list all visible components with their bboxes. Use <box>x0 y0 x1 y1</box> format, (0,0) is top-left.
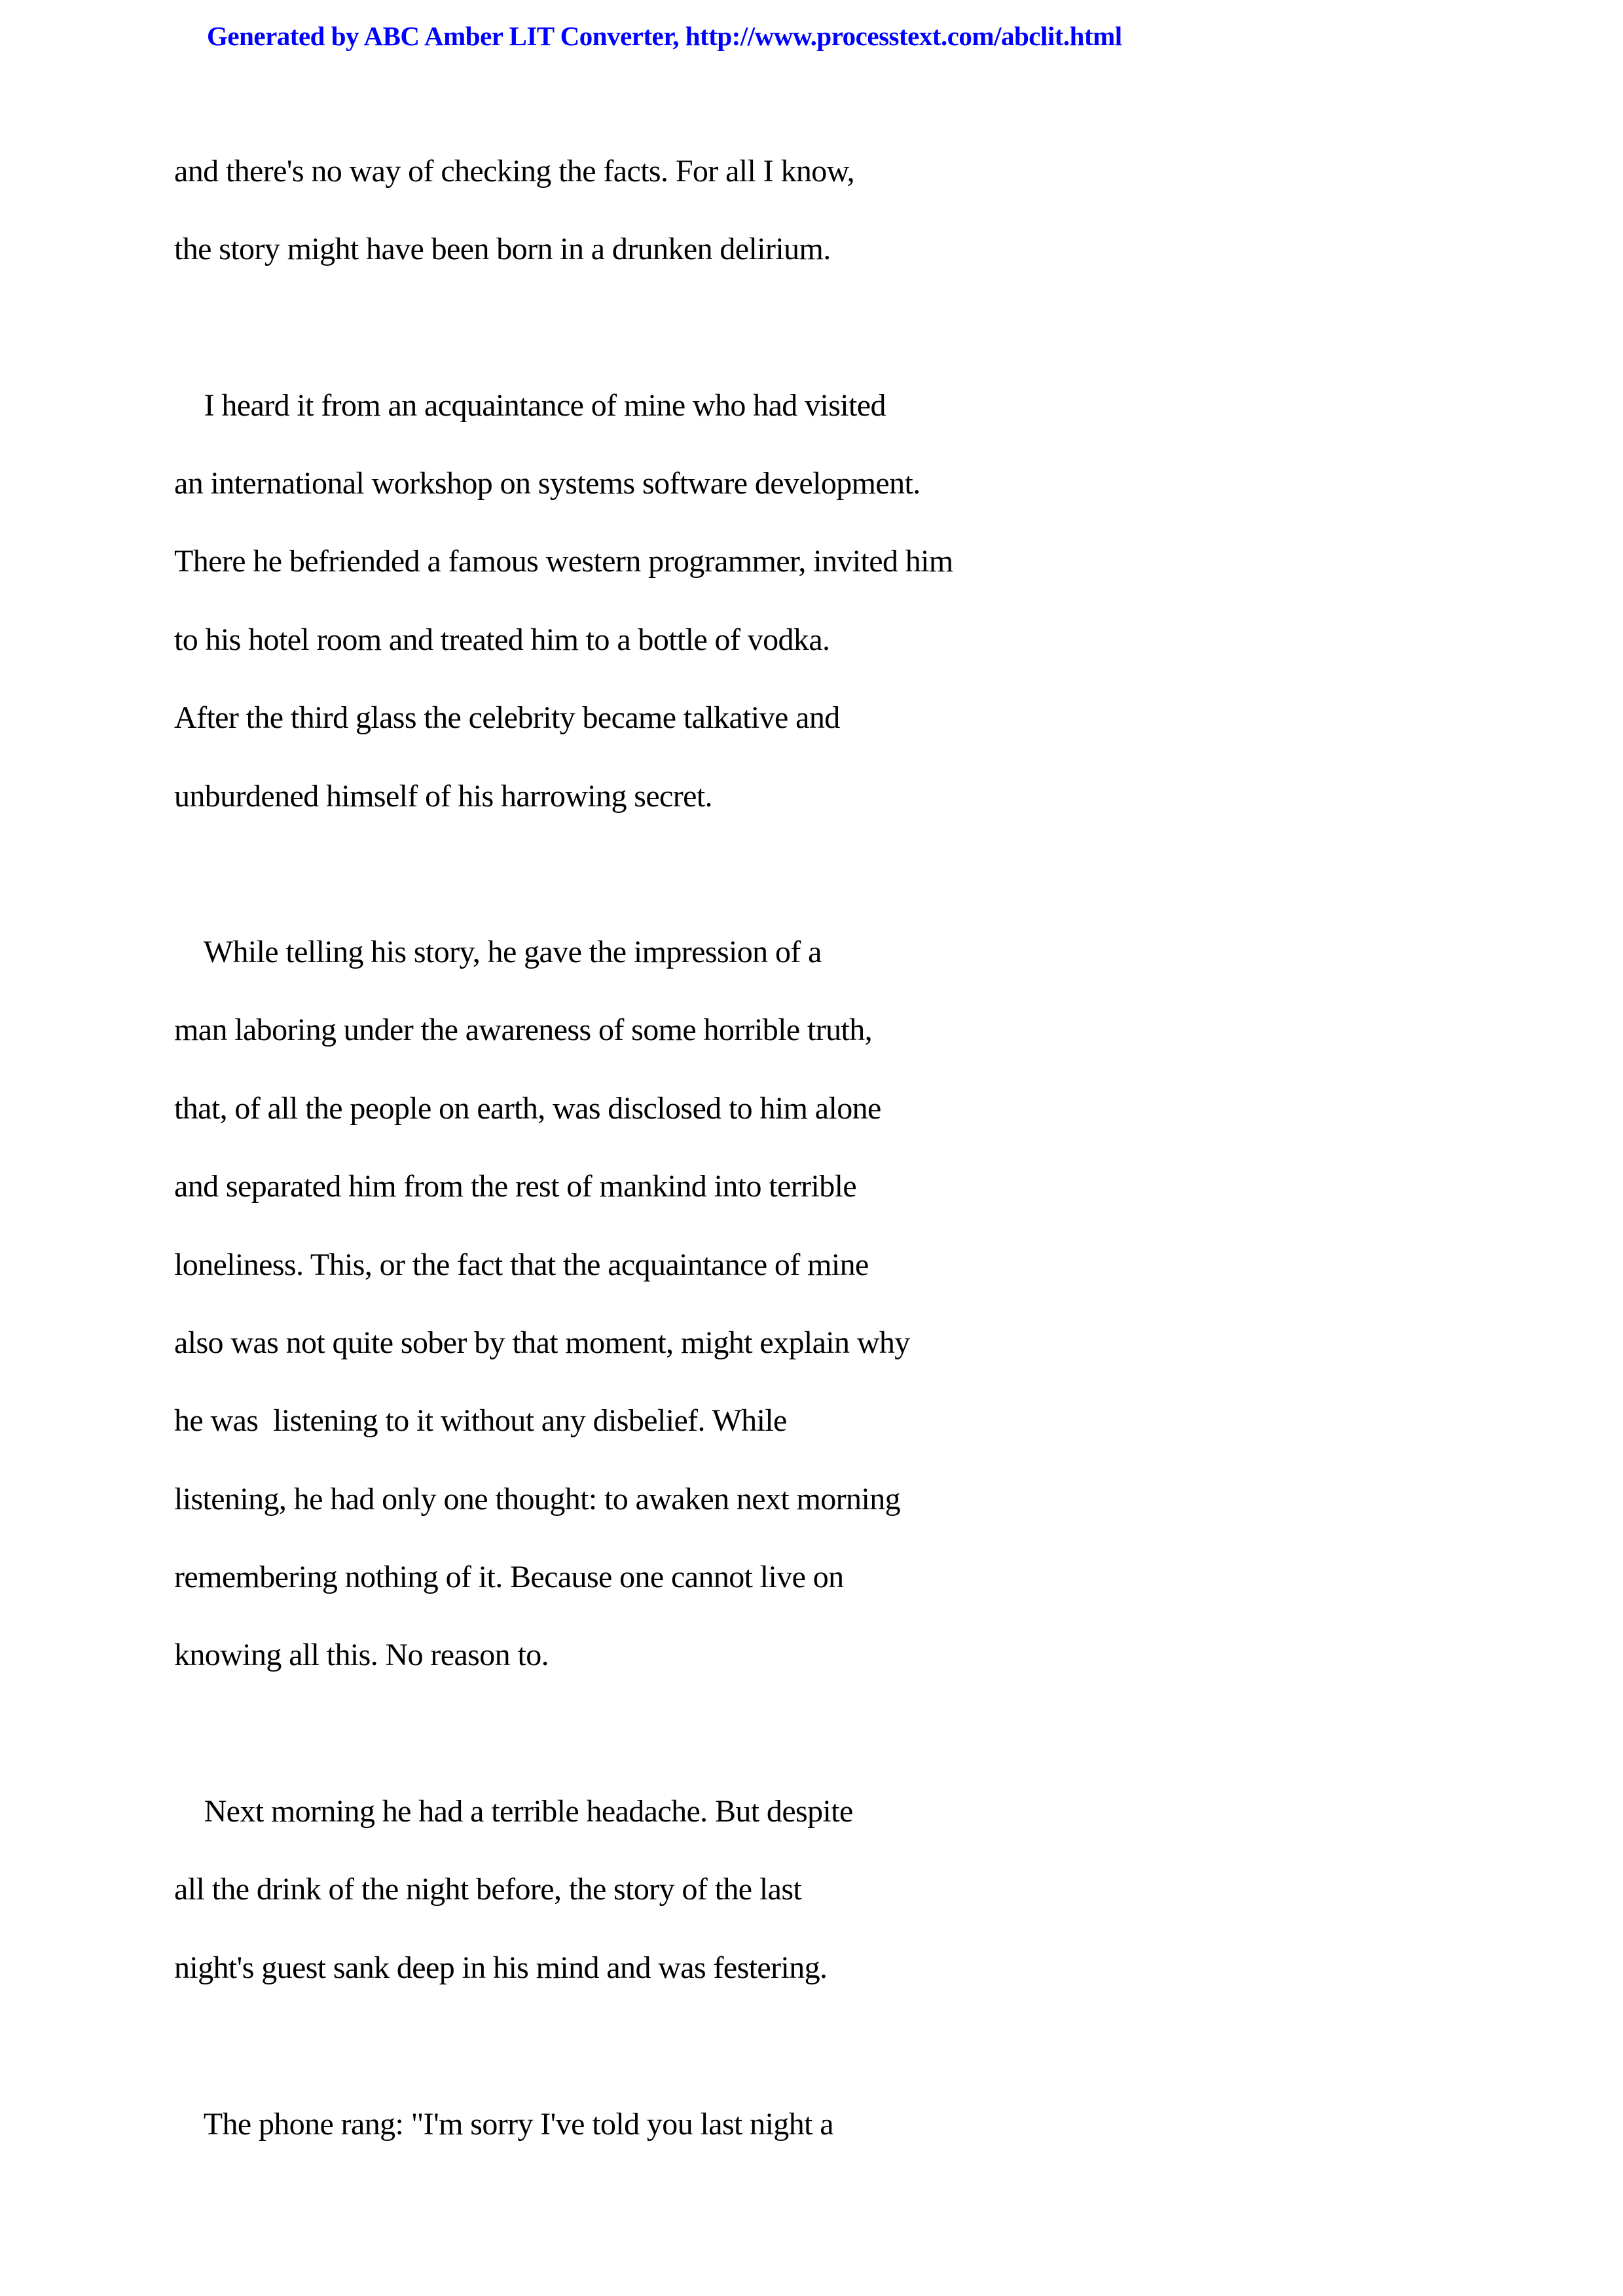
text-line: While telling his story, he gave the impression of a <box>174 935 822 969</box>
text-line: knowing all this. No reason to. <box>174 1638 549 1672</box>
text-line: listening, he had only one thought: to awaken next morning <box>174 1482 900 1516</box>
converter-banner[interactable]: Generated by ABC Amber LIT Converter, http://www.processtext.com/abclit.html <box>207 21 1122 51</box>
text-line: that, of all the people on earth, was disclosed to him alone <box>174 1091 881 1126</box>
text-line: loneliness. This, or the fact that the acquaintance of mine <box>174 1247 869 1282</box>
text-line: and there's no way of checking the facts. For all I know, <box>174 154 855 188</box>
text-line: man laboring under the awareness of some horrible truth, <box>174 1013 873 1047</box>
text-line: The phone rang: "I'm sorry I've told you last night a <box>174 2107 833 2142</box>
text-line: to his hotel room and treated him to a bottle of vodka. <box>174 622 830 657</box>
text-line: unburdened himself of his harrowing secret. <box>174 779 712 814</box>
text-line: After the third glass the celebrity became talkative and <box>174 700 840 735</box>
text-line: Next morning he had a terrible headache. But despite <box>174 1794 853 1829</box>
text-line: remembering nothing of it. Because one cannot live on <box>174 1560 844 1594</box>
text-line: all the drink of the night before, the story of the last <box>174 1872 802 1907</box>
text-line: I heard it from an acquaintance of mine who had visited <box>174 388 886 423</box>
text-line: also was not quite sober by that moment, might explain why <box>174 1325 910 1360</box>
text-line: he was listening to it without any disbelief. While <box>174 1403 787 1438</box>
text-line: the story might have been born in a drunken delirium. <box>174 232 831 266</box>
text-line: an international workshop on systems software development. <box>174 466 921 501</box>
text-line: and separated him from the rest of mankind into terrible <box>174 1169 857 1204</box>
text-line: night's guest sank deep in his mind and was festering. <box>174 1950 828 1985</box>
text-line: There he befriended a famous western programmer, invited him <box>174 544 953 579</box>
